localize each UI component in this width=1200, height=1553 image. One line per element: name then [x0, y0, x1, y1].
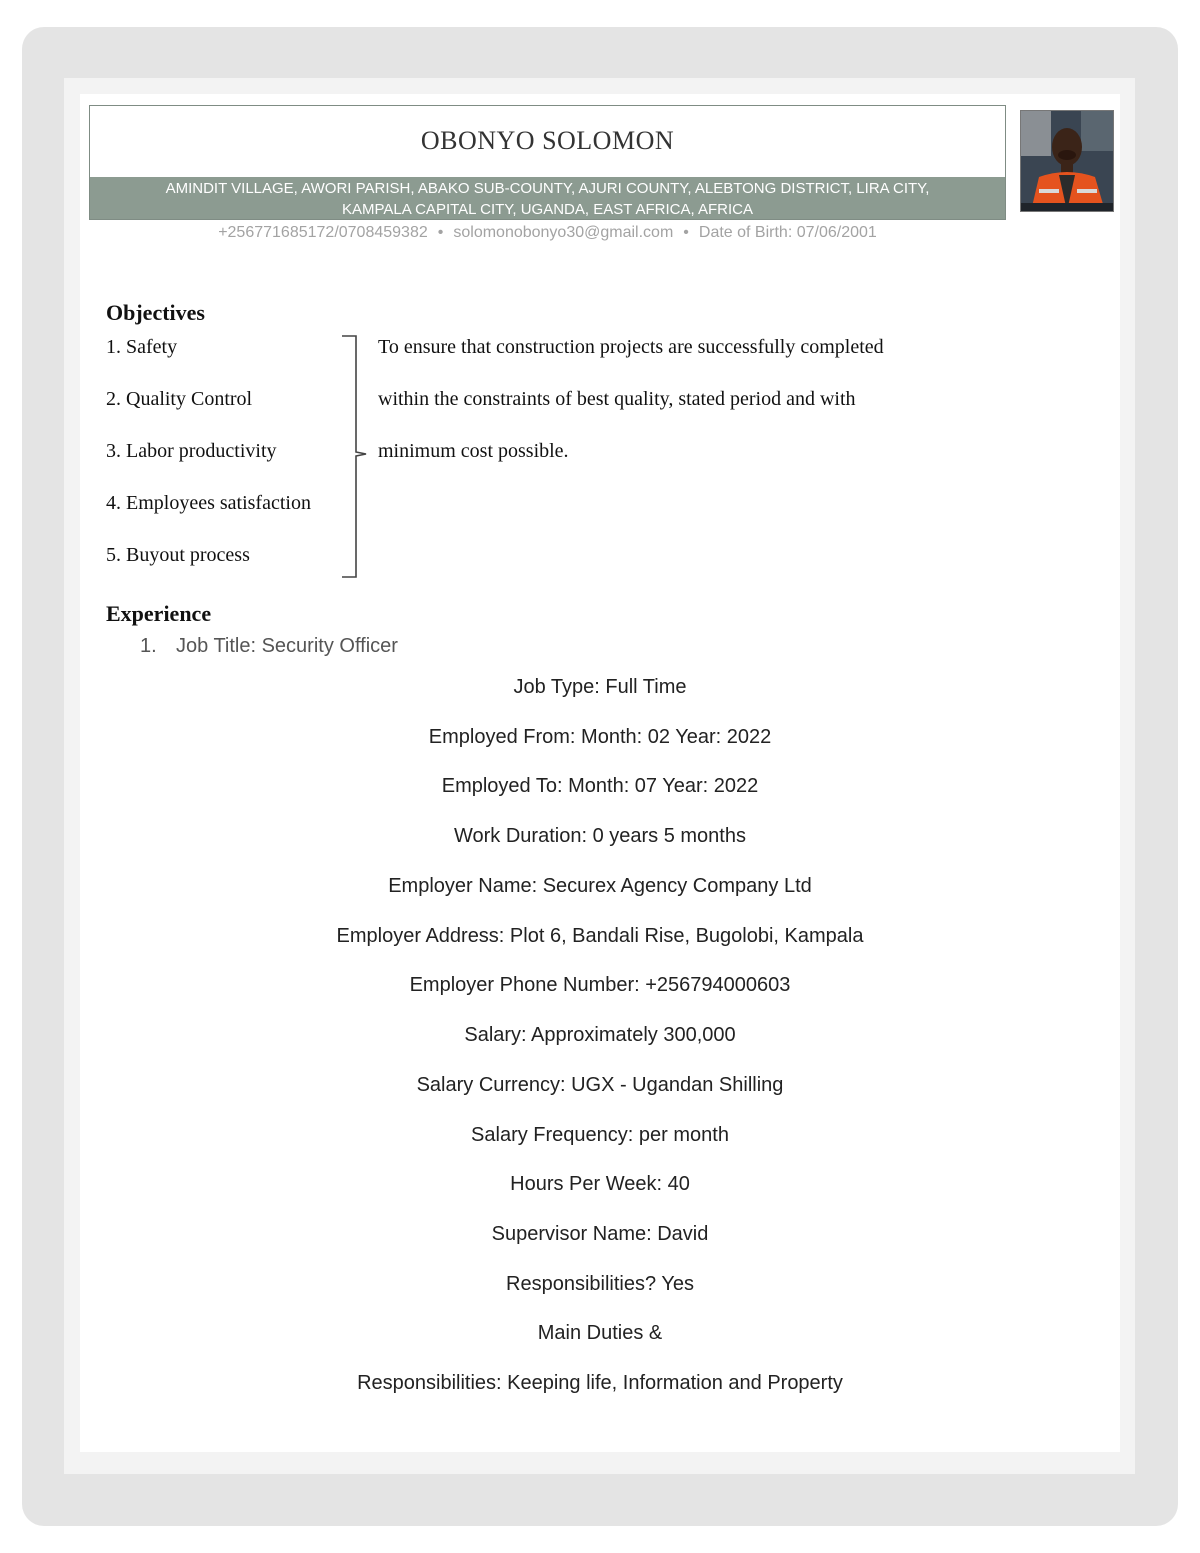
job-detail: Salary Frequency: per month — [471, 1124, 729, 1146]
job-detail: Job Type: Full Time — [513, 676, 687, 698]
email-address: solomonobonyo30@gmail.com — [453, 224, 674, 241]
objective-statement-line: within the constraints of best quality, stated period and with — [378, 388, 856, 410]
contact-line — [89, 224, 1006, 242]
job-detail: Hours Per Week: 40 — [510, 1173, 690, 1195]
job-number: 1. — [140, 635, 157, 657]
objective-item: 5. Buyout process — [106, 544, 250, 566]
separator-dot: • — [437, 224, 444, 241]
experience-heading: Experience — [106, 601, 212, 626]
resume-page — [80, 94, 1120, 1452]
job-title-row — [140, 635, 398, 658]
job-detail: Employed From: Month: 02 Year: 2022 — [428, 726, 772, 748]
job-detail: Responsibilities? Yes — [506, 1273, 694, 1295]
job-detail: Employer Name: Securex Agency Company Ltd — [388, 875, 812, 897]
job-detail: Salary Currency: UGX - Ugandan Shilling — [416, 1074, 784, 1096]
objective-item: 4. Employees satisfaction — [106, 492, 311, 514]
job-detail: Main Duties & — [537, 1322, 663, 1344]
profile-photo — [1020, 110, 1114, 212]
job-title: Job Title: Security Officer — [176, 635, 398, 657]
separator-dot: • — [683, 224, 689, 241]
objectives-heading: Objectives — [106, 300, 205, 325]
objective-item: 3. Labor productivity — [106, 440, 277, 462]
phone-number: +256771685172/0708459382 — [218, 224, 428, 241]
objective-statement-line: minimum cost possible. — [378, 440, 569, 462]
address-line-2: KAMPALA CAPITAL CITY, UGANDA, EAST AFRICA, AFRICA — [342, 201, 753, 218]
job-detail: Work Duration: 0 years 5 months — [454, 825, 746, 847]
job-detail: Salary: Approximately 300,000 — [464, 1024, 736, 1046]
objectives-brace — [342, 334, 372, 579]
address-band — [90, 177, 1005, 219]
date-of-birth: Date of Birth: 07/06/2001 — [698, 224, 877, 241]
job-detail: Supervisor Name: David — [491, 1223, 709, 1245]
job-detail: Employed To: Month: 07 Year: 2022 — [441, 775, 759, 797]
job-detail: Employer Address: Plot 6, Bandali Rise, Bugolobi, Kampala — [336, 925, 864, 947]
objective-item: 2. Quality Control — [106, 388, 253, 410]
candidate-name: OBONYO SOLOMON — [420, 126, 675, 155]
objective-statement-line: To ensure that construction projects are successfully completed — [378, 336, 884, 358]
objective-item: 1. Safety — [106, 336, 178, 358]
job-detail: Employer Phone Number: +256794000603 — [409, 974, 791, 996]
address-line-1: AMINDIT VILLAGE, AWORI PARISH, ABAKO SUB-COUNTY, AJURI COUNTY, ALEBTONG DISTRICT, LIRA CITY, — [165, 180, 930, 197]
job-detail: Responsibilities: Keeping life, Information and Property — [357, 1372, 843, 1394]
resume-header — [89, 105, 1006, 220]
